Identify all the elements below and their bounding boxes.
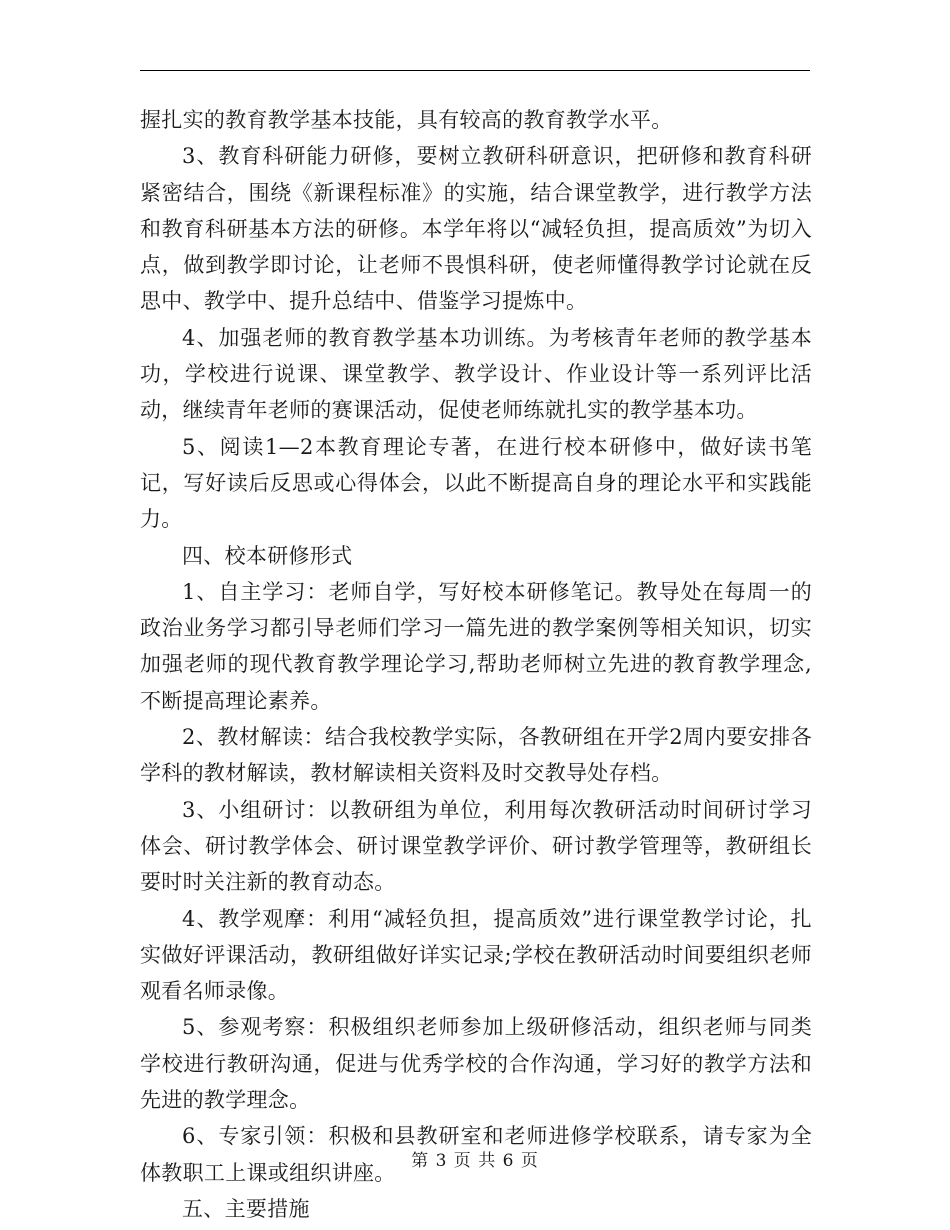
document-body (140, 102, 812, 1227)
section-heading-measures: 五、主要措施 (182, 1196, 310, 1221)
paragraph-continuation: 握扎实的教育教学基本技能，具有较高的教育教学水平。 (140, 108, 673, 132)
section-heading-forms: 四、校本研修形式 (182, 543, 353, 568)
paragraph-item-4-training: 4、加强老师的教育教学基本功训练。为考核青年老师的教学基本功，学校进行说课、课堂教学、教学设计、作业设计等一系列评比活动，继续青年老师的赛课活动，促使老师练就扎实的教学基本功。 (140, 325, 812, 423)
paragraph-textbook-reading: 2、教材解读：结合我校教学实际，各教研组在开学2周内要安排各学科的教材解读，教材解读相关资料及时交教导处存档。 (140, 725, 812, 786)
paragraph-item-5-reading: 5、阅读1—2本教育理论专著，在进行校本研修中，做好读书笔记，写好读后反思或心得体会，以此不断提高自身的理论水平和实践能力。 (140, 434, 812, 532)
paragraph-item-3-research: 3、教育科研能力研修，要树立教研科研意识，把研修和教育科研紧密结合，围绕《新课程标准》的实施，结合课堂教学，进行教学方法和教育科研基本方法的研修。本学年将以“减轻负担，提高质效”为切入点，做到教学即讨论，让老师不畏惧科研，使老师懂得教学讨论就在反思中、教学中、提升总结中、借鉴学习提炼中。 (140, 144, 812, 314)
page-number-footer: 第 3 页 共 6 页 (411, 1151, 539, 1171)
paragraph-self-study: 1、自主学习：老师自学，写好校本研修笔记。教导处在每周一的政治业务学习都引导老师们学习一篇先进的教学案例等相关知识，切实加强老师的现代教育教学理论学习,帮助老师树立先进的教育教学理念,不断提高理论素养。 (140, 579, 812, 713)
header-rule (140, 70, 810, 71)
paragraph-expert-guidance: 6、专家引领：积极和县教研室和老师进修学校联系，请专家为全体教职工上课或组织讲座。 (140, 1124, 812, 1185)
paragraph-observation: 4、教学观摩：利用“减轻负担，提高质效”进行课堂教学讨论，扎实做好评课活动，教研组做好详实记录;学校在教研活动时间要组织老师观看名师录像。 (140, 906, 812, 1004)
paragraph-group-discussion: 3、小组研讨：以教研组为单位，利用每次教研活动时间研讨学习体会、研讨教学体会、研讨课堂教学评价、研讨教学管理等，教研组长要时时关注新的教育动态。 (140, 797, 812, 895)
paragraph-visits: 5、参观考察：积极组织老师参加上级研修活动，组织老师与同类学校进行教研沟通，促进与优秀学校的合作沟通，学习好的教学方法和先进的教学理念。 (140, 1015, 812, 1113)
